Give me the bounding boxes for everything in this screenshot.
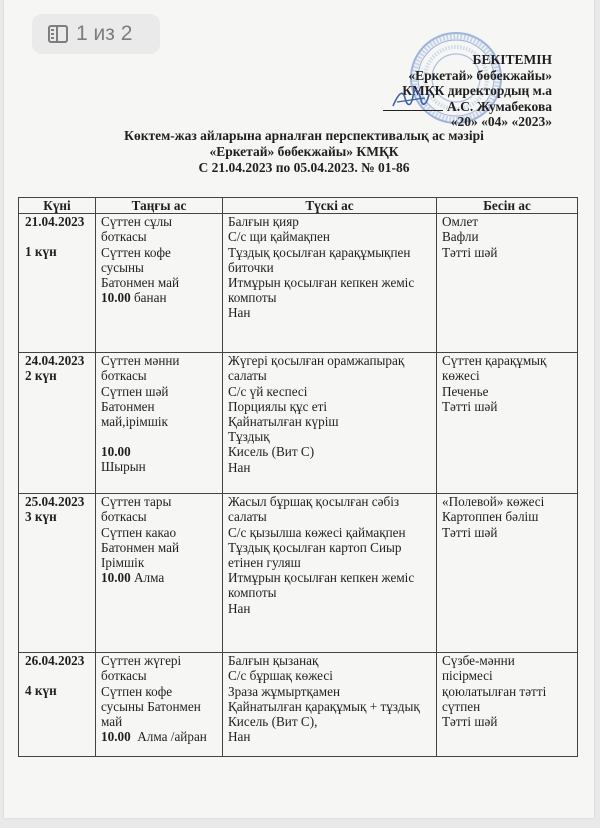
snack-time: 10.00: [101, 444, 131, 460]
signature-line: [383, 100, 443, 111]
afternoon-snack-item: Тәтті шәй: [442, 524, 498, 540]
approval-date: «20» «04» «2023»: [450, 114, 552, 129]
lunch-item: Жүгері қосылған орамжапырақ: [228, 353, 405, 369]
spacer: [25, 668, 90, 683]
afternoon-snack-cell: [437, 494, 578, 653]
afternoon-snack-item: қоюлатылған тәтті: [442, 683, 547, 699]
breakfast-cell: [96, 353, 223, 494]
header-snack: Бесін ас: [437, 198, 578, 214]
snack-item: банан: [133, 290, 167, 306]
title-line-1: Көктем-жаз айларына арналған перспективалық ас мәзірі: [124, 128, 484, 143]
lunch-item: Кисель (Вит С),: [228, 714, 318, 730]
snack-time: 10.00: [101, 570, 131, 586]
lunch-item: салаты: [228, 509, 267, 525]
page-list-icon: [48, 25, 68, 43]
breakfast-item: боткасы: [101, 668, 147, 684]
day-cell: [19, 653, 96, 757]
row-day-number: 4 күн: [25, 683, 57, 699]
snack-line: [101, 570, 217, 585]
lunch-item: Балғын қияр: [228, 214, 299, 230]
afternoon-snack-cell: [437, 214, 578, 353]
lunch-item: С/с үй кеспесі: [228, 383, 308, 399]
table-row: [19, 214, 578, 353]
header-day: Күні: [19, 198, 96, 214]
afternoon-snack-item: Тәтті шәй: [442, 398, 498, 414]
approval-signatory: [383, 99, 552, 115]
lunch-item: биточки: [228, 259, 274, 275]
breakfast-item: Батонмен май: [101, 275, 180, 291]
row-day-number: 1 күн: [25, 244, 57, 260]
breakfast-item: сусыны Батонмен: [101, 698, 201, 714]
afternoon-snack-item: Тәтті шәй: [442, 244, 498, 260]
breakfast-item: Сүттен тары: [101, 494, 172, 510]
breakfast-item: Сүттен сұлы: [101, 214, 173, 230]
afternoon-snack-item: сүтпен: [442, 698, 481, 714]
snack-line: [101, 729, 217, 744]
afternoon-snack-item: Сүзбе-мәнни: [442, 653, 515, 669]
lunch-item: компоты: [228, 585, 277, 601]
lunch-cell: [223, 494, 437, 653]
afternoon-snack-item: көжесі: [442, 368, 480, 384]
lunch-item: Нан: [228, 729, 251, 745]
lunch-item: Порциялы құс еті: [228, 398, 328, 414]
snack-line: [101, 290, 217, 305]
lunch-cell: [223, 653, 437, 757]
row-date: 21.04.2023: [25, 214, 85, 230]
lunch-item: С/с щи қаймақпен: [228, 229, 330, 245]
snack-time: 10.00: [101, 729, 131, 745]
breakfast-item: боткасы: [101, 229, 147, 245]
day-cell: [19, 494, 96, 653]
lunch-item: С/с бұршақ көжесі: [228, 668, 333, 684]
afternoon-snack-item: Сүттен қарақұмық: [442, 353, 547, 369]
breakfast-item: боткасы: [101, 368, 147, 384]
row-date: 25.04.2023: [25, 494, 85, 510]
lunch-item: Тұздық қосылған картоп Сиыр: [228, 539, 402, 555]
lunch-item: Итмұрын қосылған кепкен жеміс: [228, 275, 415, 291]
table-row: [19, 653, 578, 757]
breakfast-item: май: [101, 714, 123, 730]
document-title: [4, 128, 600, 176]
breakfast-cell: [96, 653, 223, 757]
approval-block: [383, 52, 552, 130]
title-line-3: С 21.04.2023 по 05.04.2023. № 01-86: [198, 160, 410, 175]
handwritten-signature: [391, 88, 431, 110]
row-date: 26.04.2023: [25, 653, 85, 669]
day-cell: [19, 214, 96, 353]
lunch-item: Балғын қызанақ: [228, 653, 319, 669]
afternoon-snack-item: Печенье: [442, 383, 489, 399]
breakfast-item: Сүттен мәнни: [101, 353, 180, 369]
lunch-item: етінен гуляш: [228, 555, 301, 571]
breakfast-cell: [96, 214, 223, 353]
breakfast-item: Сүтпен кофе: [101, 683, 173, 699]
approval-heading: БЕКІТЕМІН: [472, 52, 552, 67]
page-indicator-text: 1 из 2: [76, 22, 133, 45]
afternoon-snack-item: «Полевой» көжесі: [442, 494, 545, 510]
menu-table: [18, 197, 578, 757]
day-cell: [19, 353, 96, 494]
lunch-item: Тұздық қосылған қарақұмықпен: [228, 244, 411, 260]
spacer: [25, 229, 90, 244]
snack-item: Шырын: [101, 459, 146, 475]
breakfast-item: боткасы: [101, 509, 147, 525]
breakfast-item: Сүтпен какао: [101, 524, 177, 540]
approval-name: А.С. Жумабекова: [447, 98, 552, 114]
breakfast-item: Сүттен кофе: [101, 244, 171, 260]
lunch-item: Зраза жұмыртқамен: [228, 683, 341, 699]
breakfast-item: май,ірімшік: [101, 414, 168, 430]
afternoon-snack-cell: [437, 353, 578, 494]
document-page: [4, 0, 594, 818]
snack-item: Алма /айран: [137, 729, 207, 745]
header-lunch: Түскі ас: [223, 198, 437, 214]
approval-organization: «Еркетай» бөбекжайы»: [408, 67, 552, 83]
page-indicator[interactable]: [32, 14, 160, 54]
lunch-item: салаты: [228, 368, 267, 384]
lunch-item: С/с қызылша көжесі қаймақпен: [228, 524, 406, 540]
lunch-item: Кисель (Вит С): [228, 444, 315, 460]
lunch-item: Жасыл бұршақ қосылған сәбіз: [228, 494, 400, 510]
breakfast-item: Ірімшік: [101, 555, 145, 571]
lunch-cell: [223, 353, 437, 494]
lunch-item: компоты: [228, 290, 277, 306]
lunch-item: Нан: [228, 600, 251, 616]
breakfast-item: сусыны: [101, 259, 144, 275]
lunch-item: Қайнатылған күріш: [228, 414, 339, 430]
table-row: [19, 353, 578, 494]
breakfast-cell: [96, 494, 223, 653]
table-header-row: [19, 198, 578, 214]
lunch-item: Нан: [228, 305, 251, 321]
breakfast-item: Батонмен: [101, 398, 155, 414]
row-date: 24.04.2023: [25, 353, 85, 369]
afternoon-snack-item: Омлет: [442, 214, 479, 230]
afternoon-snack-item: Картоппен бәліш: [442, 509, 539, 525]
lunch-item: Тұздық: [228, 429, 270, 445]
header-breakfast: Таңғы ас: [96, 198, 223, 214]
lunch-item: Қайнатылған қарақұмық + тұздық: [228, 698, 420, 714]
lunch-cell: [223, 214, 437, 353]
lunch-item: Итмұрын қосылған кепкен жеміс: [228, 570, 415, 586]
snack-item: Алма: [133, 570, 165, 586]
breakfast-item: Батонмен май: [101, 539, 180, 555]
title-line-2: «Еркетай» бөбекжайы» КМҚК: [209, 144, 399, 159]
row-day-number: 2 күн: [25, 368, 57, 384]
approval-position: КМҚК директордың м.а: [402, 83, 552, 98]
breakfast-item: Сүттен жүгері: [101, 653, 182, 669]
row-day-number: 3 күн: [25, 509, 57, 525]
spacer: [101, 429, 217, 444]
afternoon-snack-item: пісірмесі: [442, 668, 493, 684]
snack-time: 10.00: [101, 290, 131, 306]
lunch-item: Нан: [228, 459, 251, 475]
afternoon-snack-cell: [437, 653, 578, 757]
breakfast-item: Сүтпен шәй: [101, 383, 169, 399]
afternoon-snack-item: Тәтті шәй: [442, 714, 498, 730]
table-row: [19, 494, 578, 653]
afternoon-snack-item: Вафли: [442, 229, 479, 245]
